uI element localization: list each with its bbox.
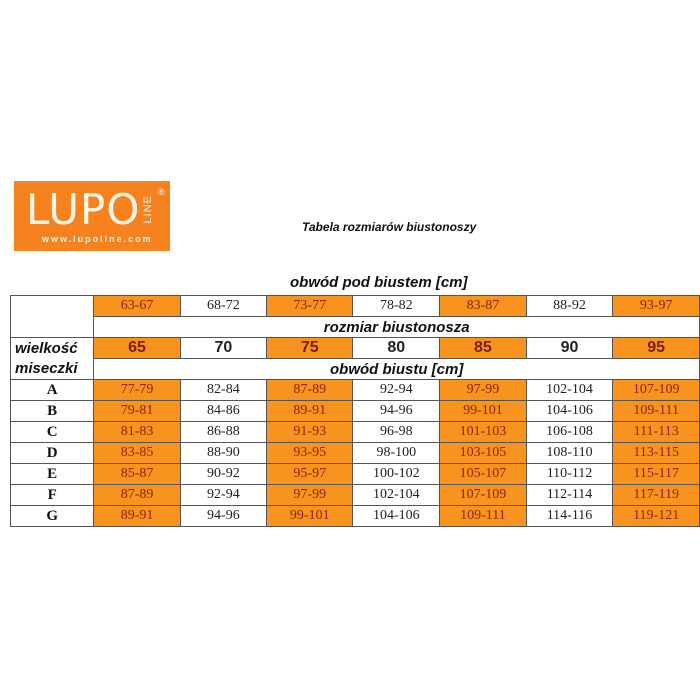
bra-size-header-row bbox=[11, 317, 700, 338]
bra-size-cell: 90 bbox=[526, 338, 613, 359]
bra-size-cell: 85 bbox=[440, 338, 527, 359]
bust-cell: 103-105 bbox=[440, 443, 527, 464]
table-row bbox=[11, 485, 700, 506]
bust-header: obwód biustu [cm] bbox=[94, 359, 700, 380]
table-row bbox=[11, 464, 700, 485]
empty-corner bbox=[11, 296, 94, 317]
bust-cell: 117-119 bbox=[613, 485, 700, 506]
bust-cell: 104-106 bbox=[526, 401, 613, 422]
bust-cell: 109-111 bbox=[440, 506, 527, 527]
table-row bbox=[11, 422, 700, 443]
bust-cell: 98-100 bbox=[353, 443, 440, 464]
logo-url: www.lupoline.com bbox=[42, 234, 153, 244]
registered-icon: ® bbox=[158, 187, 165, 197]
bust-cell: 97-99 bbox=[267, 485, 353, 506]
bust-cell: 99-101 bbox=[440, 401, 527, 422]
bust-cell: 84-86 bbox=[180, 401, 266, 422]
bust-cell: 113-115 bbox=[613, 443, 700, 464]
cup-label-1: wielkość bbox=[11, 338, 94, 359]
bra-size-header: rozmiar biustonosza bbox=[94, 317, 700, 338]
bust-cell: 77-79 bbox=[94, 380, 180, 401]
bust-cell: 87-89 bbox=[94, 485, 180, 506]
underbust-cell: 78-82 bbox=[353, 296, 440, 317]
bra-size-cell: 95 bbox=[613, 338, 700, 359]
cup-cell: E bbox=[11, 464, 94, 485]
empty-corner bbox=[11, 317, 94, 338]
bust-cell: 97-99 bbox=[440, 380, 527, 401]
bust-cell: 111-113 bbox=[613, 422, 700, 443]
bust-cell: 92-94 bbox=[180, 485, 266, 506]
bust-cell: 112-114 bbox=[526, 485, 613, 506]
bust-cell: 96-98 bbox=[353, 422, 440, 443]
underbust-cell: 68-72 bbox=[180, 296, 266, 317]
bra-size-cell: 80 bbox=[353, 338, 440, 359]
bust-cell: 119-121 bbox=[613, 506, 700, 527]
table-row bbox=[11, 506, 700, 527]
bust-cell: 102-104 bbox=[526, 380, 613, 401]
bust-cell: 89-91 bbox=[267, 401, 353, 422]
bust-header-row bbox=[11, 359, 700, 380]
bra-size-cell: 75 bbox=[267, 338, 353, 359]
bust-cell: 104-106 bbox=[353, 506, 440, 527]
lupo-line-logo bbox=[14, 181, 170, 251]
bust-cell: 91-93 bbox=[267, 422, 353, 443]
page-title: Tabela rozmiarów biustonoszy bbox=[302, 220, 477, 234]
underbust-header: obwód pod biustem [cm] bbox=[290, 274, 468, 291]
underbust-cell: 83-87 bbox=[440, 296, 527, 317]
bust-cell: 108-110 bbox=[526, 443, 613, 464]
cup-cell: C bbox=[11, 422, 94, 443]
size-table bbox=[10, 295, 700, 527]
bust-cell: 95-97 bbox=[267, 464, 353, 485]
bust-cell: 82-84 bbox=[180, 380, 266, 401]
cup-cell: B bbox=[11, 401, 94, 422]
underbust-cell: 93-97 bbox=[613, 296, 700, 317]
logo-wordmark: LUPO bbox=[26, 185, 141, 234]
bust-cell: 81-83 bbox=[94, 422, 180, 443]
bust-cell: 87-89 bbox=[267, 380, 353, 401]
bust-cell: 107-109 bbox=[440, 485, 527, 506]
logo-line-text: LINE bbox=[142, 195, 154, 224]
bust-cell: 115-117 bbox=[613, 464, 700, 485]
underbust-cell: 63-67 bbox=[94, 296, 180, 317]
underbust-cell: 73-77 bbox=[267, 296, 353, 317]
bust-cell: 88-90 bbox=[180, 443, 266, 464]
table-row bbox=[11, 380, 700, 401]
bust-cell: 90-92 bbox=[180, 464, 266, 485]
bust-cell: 105-107 bbox=[440, 464, 527, 485]
bust-cell: 107-109 bbox=[613, 380, 700, 401]
bust-cell: 92-94 bbox=[353, 380, 440, 401]
underbust-row bbox=[11, 296, 700, 317]
bust-cell: 89-91 bbox=[94, 506, 180, 527]
bust-cell: 102-104 bbox=[353, 485, 440, 506]
bra-size-cell: 70 bbox=[180, 338, 266, 359]
bust-cell: 101-103 bbox=[440, 422, 527, 443]
cup-cell: F bbox=[11, 485, 94, 506]
bust-cell: 93-95 bbox=[267, 443, 353, 464]
cup-label-2: miseczki bbox=[11, 359, 94, 380]
table-row bbox=[11, 401, 700, 422]
bust-cell: 85-87 bbox=[94, 464, 180, 485]
cup-cell: G bbox=[11, 506, 94, 527]
bust-cell: 86-88 bbox=[180, 422, 266, 443]
bust-cell: 83-85 bbox=[94, 443, 180, 464]
bust-cell: 109-111 bbox=[613, 401, 700, 422]
bust-cell: 100-102 bbox=[353, 464, 440, 485]
bust-cell: 114-116 bbox=[526, 506, 613, 527]
bra-size-row bbox=[11, 338, 700, 359]
bust-cell: 110-112 bbox=[526, 464, 613, 485]
bust-cell: 79-81 bbox=[94, 401, 180, 422]
bust-cell: 94-96 bbox=[180, 506, 266, 527]
bust-cell: 99-101 bbox=[267, 506, 353, 527]
cup-cell: D bbox=[11, 443, 94, 464]
bust-cell: 94-96 bbox=[353, 401, 440, 422]
bra-size-cell: 65 bbox=[94, 338, 180, 359]
cup-cell: A bbox=[11, 380, 94, 401]
underbust-cell: 88-92 bbox=[526, 296, 613, 317]
bust-cell: 106-108 bbox=[526, 422, 613, 443]
table-row bbox=[11, 443, 700, 464]
